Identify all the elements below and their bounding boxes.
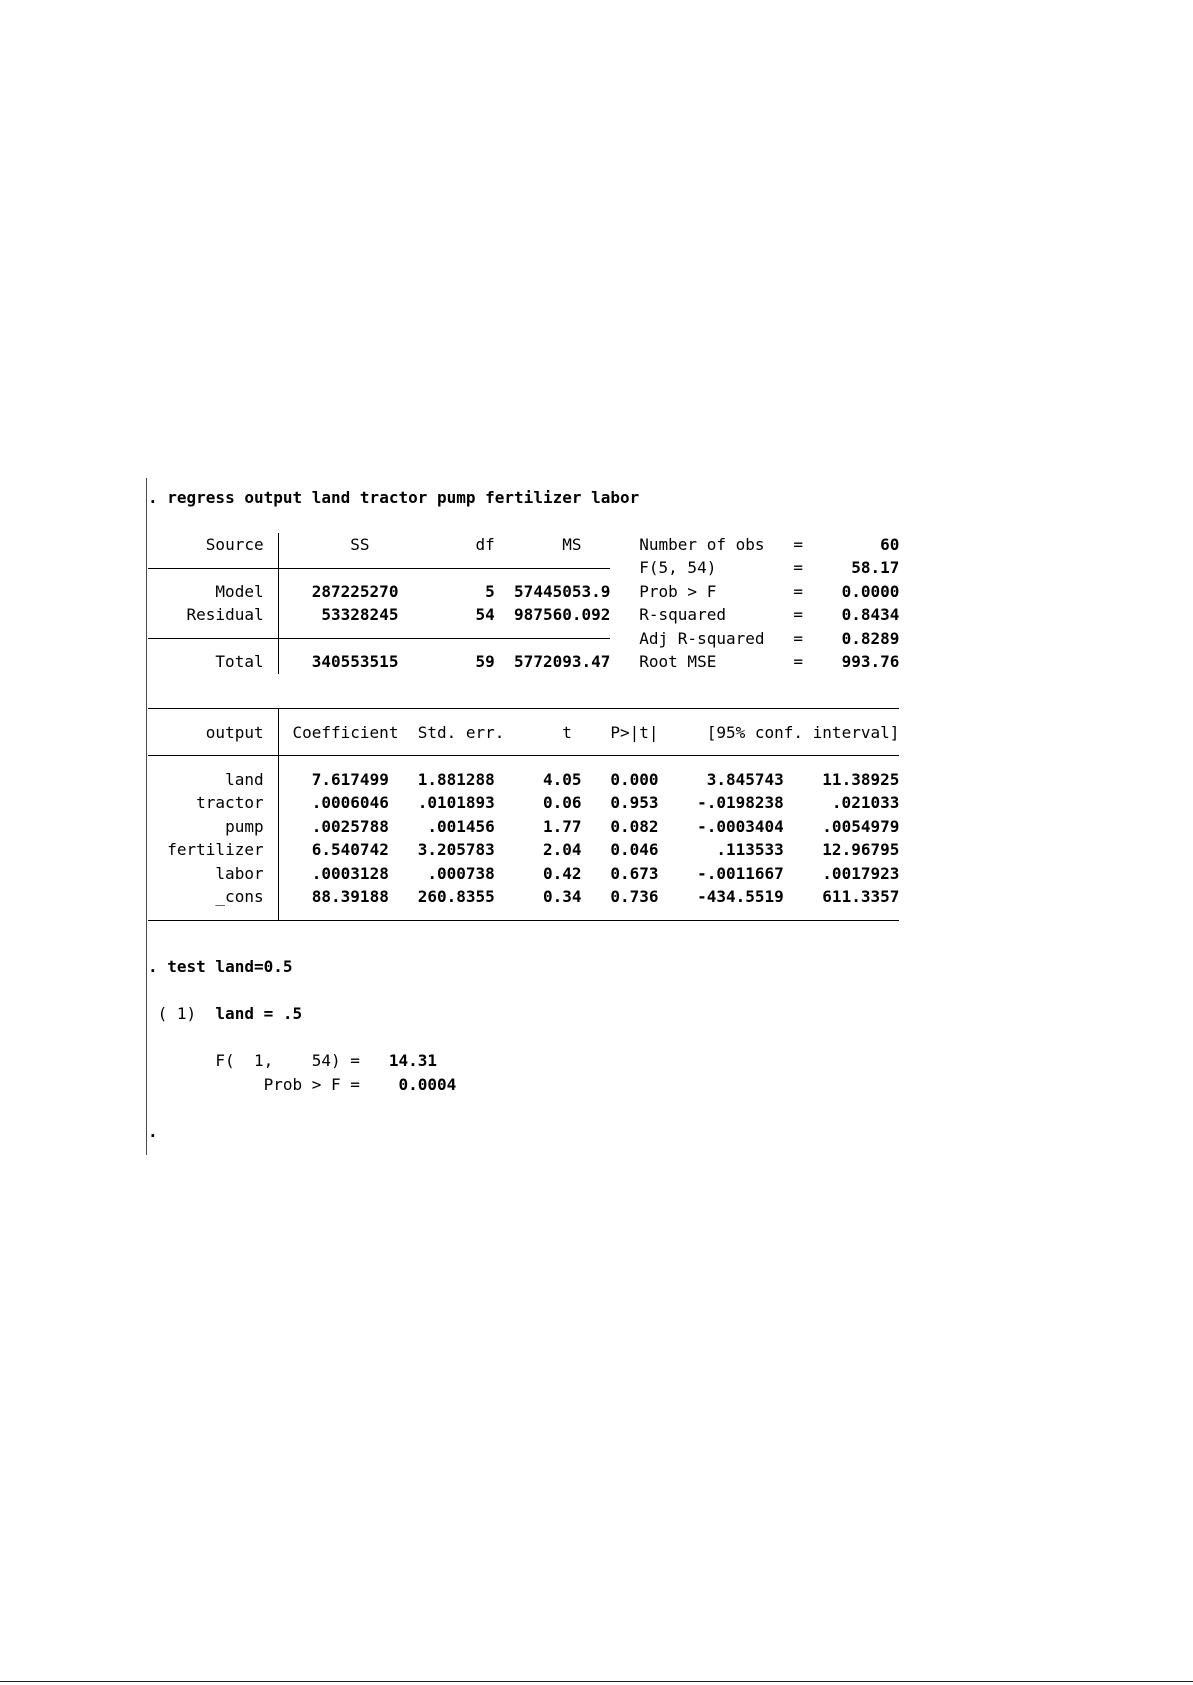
constraint-expression: land = .5 <box>215 1004 303 1024</box>
coef-value: .0025788 <box>311 816 389 836</box>
coef-p-value: 0.046 <box>610 840 659 860</box>
coef-t-stat: 2.04 <box>542 840 582 860</box>
stat-value: 60 <box>880 534 900 554</box>
anova-source-label: Model <box>215 581 264 601</box>
stat-adj-r-squared <box>148 627 899 650</box>
coef-p-value: 0.082 <box>610 816 659 836</box>
stat-equals: = <box>793 628 804 648</box>
coef-t-stat: 4.05 <box>542 769 582 789</box>
stat-equals: = <box>793 652 804 672</box>
coef-varname: fertilizer <box>167 840 264 860</box>
coef-p-value: 0.673 <box>610 863 659 883</box>
coef-value: 88.39188 <box>311 886 389 906</box>
test-command: . test land=0.5 <box>148 957 293 977</box>
anova-df-value: 59 <box>475 652 495 672</box>
coef-value: .0006046 <box>311 793 389 813</box>
coef-header-conf-interval: [95% conf. interval] <box>706 722 900 742</box>
stat-number-of-obs <box>148 533 899 556</box>
stat-root-mse <box>148 650 899 673</box>
coef-std-err: 260.8355 <box>417 886 495 906</box>
coef-row-labor <box>148 862 899 885</box>
coef-table-bottom-rule <box>148 920 899 921</box>
coef-varname: _cons <box>215 886 264 906</box>
stat-label: Root MSE <box>639 652 717 672</box>
coef-ci-lower: .113533 <box>716 840 784 860</box>
anova-header-ss: SS <box>350 534 370 554</box>
coef-header-depvar: output <box>205 722 264 742</box>
constraint-number: ( 1) <box>157 1004 197 1024</box>
coef-std-err: 3.205783 <box>417 840 495 860</box>
coef-value: .0003128 <box>311 863 389 883</box>
screenshot-left-border <box>146 478 147 1155</box>
stat-equals: = <box>793 581 804 601</box>
coef-ci-upper: 12.96795 <box>822 840 900 860</box>
command-prompt: . <box>148 1121 158 1141</box>
regress-command: . regress output land tractor pump fertilizer labor <box>148 488 640 507</box>
coef-std-err: 1.881288 <box>417 769 495 789</box>
coef-t-stat: 1.77 <box>542 816 582 836</box>
coef-table-top-rule <box>148 708 899 709</box>
coef-ci-upper: .0017923 <box>822 863 900 883</box>
stat-label: Adj R-squared <box>639 628 765 648</box>
coef-varname: land <box>225 769 264 789</box>
coef-row-fertilizer <box>148 838 899 861</box>
stat-equals: = <box>793 534 804 554</box>
stat-label: R-squared <box>639 605 726 625</box>
anova-ms-value: 5772093.47 <box>514 652 611 672</box>
coef-column-divider <box>278 709 279 920</box>
coef-p-value: 0.736 <box>610 886 659 906</box>
coef-varname: tractor <box>196 793 264 813</box>
stat-r-squared <box>148 603 899 626</box>
coef-header-std-err: Std. err. <box>417 722 505 742</box>
coef-ci-upper: 11.38925 <box>822 769 900 789</box>
coef-header-rule <box>148 755 899 756</box>
anova-source-label: Residual <box>186 605 264 625</box>
coef-std-err: .0101893 <box>417 793 495 813</box>
prob-f-label: Prob > F = <box>263 1074 360 1094</box>
regress-command-line <box>148 486 899 509</box>
stat-label: Number of obs <box>639 534 765 554</box>
coef-ci-upper: .0054979 <box>822 816 900 836</box>
stat-label: Prob > F <box>639 581 717 601</box>
coef-ci-upper: 611.3357 <box>822 886 900 906</box>
stat-label: F(5, 54) <box>639 558 717 578</box>
stat-equals: = <box>793 605 804 625</box>
coef-header-t: t <box>562 722 572 742</box>
coef-row-cons <box>148 885 899 908</box>
coef-ci-lower: -434.5519 <box>697 886 784 906</box>
anova-df-value: 54 <box>475 605 495 625</box>
coef-t-stat: 0.42 <box>542 863 582 883</box>
f-statistic-value: 14.31 <box>388 1051 437 1071</box>
stat-equals: = <box>793 558 804 578</box>
stat-value: 0.8434 <box>841 605 900 625</box>
coef-ci-lower: -.0011667 <box>697 863 784 883</box>
anova-header-source: Source <box>205 534 264 554</box>
coef-ci-lower: -.0198238 <box>697 793 784 813</box>
coef-t-stat: 0.06 <box>542 793 582 813</box>
coef-varname: labor <box>215 863 264 883</box>
coef-value: 6.540742 <box>311 840 389 860</box>
stat-value: 0.0000 <box>841 581 900 601</box>
test-f-line <box>148 1049 899 1072</box>
coef-row-pump <box>148 815 899 838</box>
test-constraint-line <box>148 1002 899 1025</box>
coef-header-row <box>148 721 899 744</box>
anova-ms-value: 57445053.9 <box>514 581 611 601</box>
coef-value: 7.617499 <box>311 769 389 789</box>
anova-df-value: 5 <box>485 581 495 601</box>
coef-p-value: 0.953 <box>610 793 659 813</box>
page-bottom-rule <box>0 1681 1193 1682</box>
anova-ss-value: 287225270 <box>311 581 399 601</box>
prompt-line <box>148 1120 899 1143</box>
stata-results-output <box>148 486 899 1146</box>
stat-value: 0.8289 <box>841 628 900 648</box>
test-command-line <box>148 955 899 978</box>
test-prob-line <box>148 1073 899 1096</box>
coef-header-coefficient: Coefficient <box>292 722 399 742</box>
coef-t-stat: 0.34 <box>542 886 582 906</box>
stat-value: 58.17 <box>851 558 900 578</box>
coef-std-err: .000738 <box>427 863 495 883</box>
stat-value: 993.76 <box>841 652 900 672</box>
anova-header-ms: MS <box>562 534 582 554</box>
stat-f <box>148 556 899 579</box>
coef-varname: pump <box>225 816 264 836</box>
anova-source-label: Total <box>215 652 264 672</box>
anova-header-df: df <box>475 534 495 554</box>
coef-header-p: P>|t| <box>610 722 659 742</box>
coef-row-land <box>148 768 899 791</box>
anova-ss-value: 53328245 <box>321 605 399 625</box>
coef-p-value: 0.000 <box>610 769 659 789</box>
stat-prob-f <box>148 580 899 603</box>
coef-ci-lower: 3.845743 <box>706 769 784 789</box>
coef-ci-upper: .021033 <box>831 793 900 813</box>
coef-ci-lower: -.0003404 <box>697 816 784 836</box>
prob-f-value: 0.0004 <box>398 1074 457 1094</box>
anova-ms-value: 987560.092 <box>514 605 611 625</box>
anova-ss-value: 340553515 <box>311 652 399 672</box>
coef-std-err: .001456 <box>427 816 495 836</box>
f-statistic-label: F( 1, 54) = <box>215 1051 360 1071</box>
coef-row-tractor <box>148 791 899 814</box>
